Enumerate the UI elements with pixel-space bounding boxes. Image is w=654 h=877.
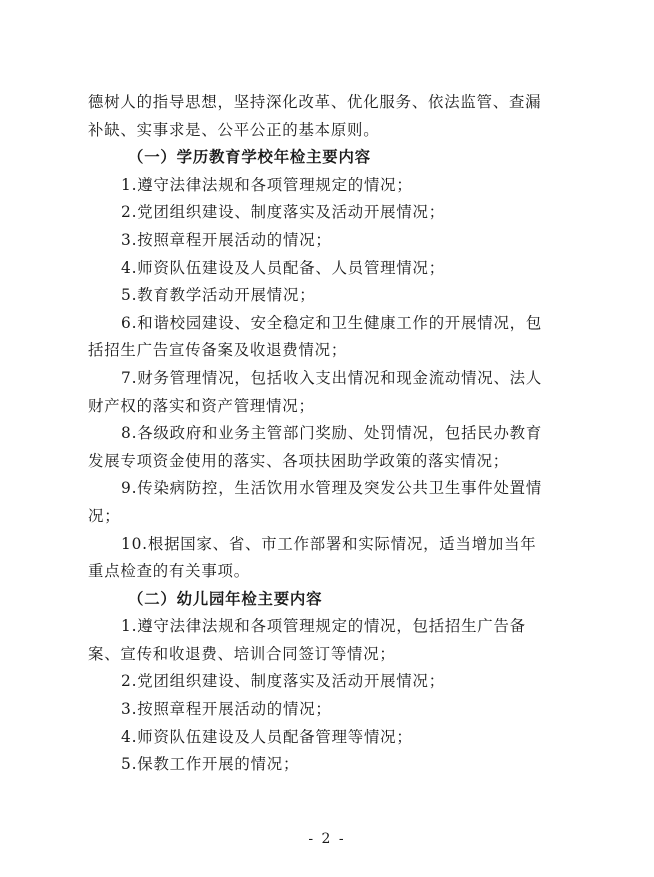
list-item: 3.按照章程开展活动的情况； <box>121 230 332 249</box>
list-item: 2.党团组织建设、制度落实及活动开展情况； <box>121 203 445 222</box>
list-item: 3.按照章程开展活动的情况； <box>121 700 332 719</box>
list-item: 8.各级政府和业务主管部门奖励、处罚情况，包括民办教育 <box>121 424 543 443</box>
list-item: 9.传染病防控，生活饮用水管理及突发公共卫生事件处置情 <box>121 479 543 498</box>
list-item: 1.遵守法律法规和各项管理规定的情况； <box>121 175 413 194</box>
paragraph-line: 德树人的指导思想，坚持深化改革、优化服务、依法监管、查漏 <box>88 93 542 111</box>
list-item: 2.党团组织建设、制度落实及活动开展情况； <box>121 672 445 691</box>
list-item: 4.师资队伍建设及人员配备、人员管理情况； <box>121 258 445 277</box>
document-body <box>88 89 570 779</box>
list-item-continuation: 况； <box>88 506 121 525</box>
list-item-continuation: 重点检查的有关事项。 <box>88 562 250 581</box>
page-number: - 2 - <box>308 831 346 847</box>
list-item-continuation: 财产权的落实和资产管理情况； <box>88 396 315 415</box>
list-item: 4.师资队伍建设及人员配备管理等情况； <box>121 727 413 746</box>
list-item: 5.保教工作开展的情况； <box>121 755 300 774</box>
paragraph-line: 补缺、实事求是、公平公正的基本原则。 <box>88 120 380 139</box>
section-heading-kindergartens: （二）幼儿园年检主要内容 <box>128 589 323 608</box>
list-item-continuation: 括招生广告宣传备案及收退费情况； <box>88 341 348 360</box>
list-item: 10.根据国家、省、市工作部署和实际情况，适当增加当年 <box>121 534 537 553</box>
list-item: 5.教育教学活动开展情况； <box>121 286 316 305</box>
list-item: 6.和谐校园建设、安全稳定和卫生健康工作的开展情况，包 <box>121 313 543 332</box>
section-heading-academic-schools: （一）学历教育学校年检主要内容 <box>128 148 371 167</box>
list-item: 7.财务管理情况，包括收入支出情况和现金流动情况、法人 <box>121 368 543 387</box>
list-item-continuation: 案、宣传和收退费、培训合同签订等情况； <box>88 644 396 663</box>
list-item-continuation: 发展专项资金使用的落实、各项扶困助学政策的落实情况； <box>88 451 509 470</box>
list-item: 1.遵守法律法规和各项管理规定的情况，包括招生广告备 <box>121 617 526 636</box>
